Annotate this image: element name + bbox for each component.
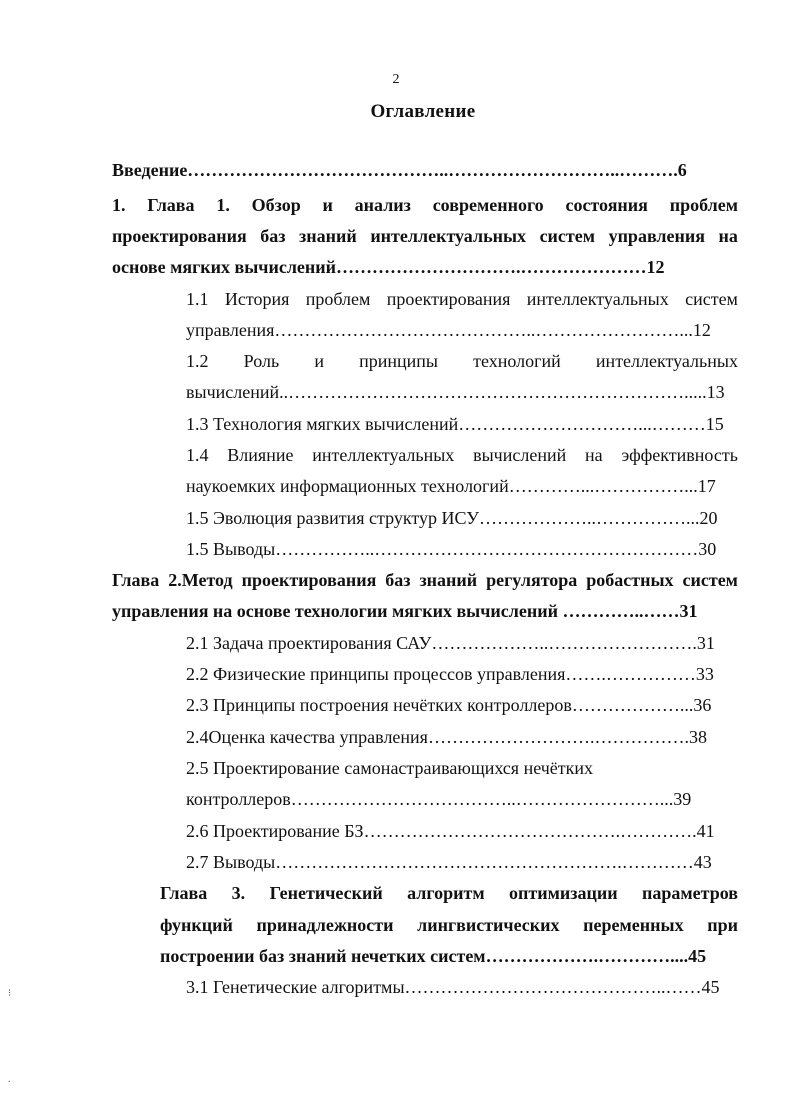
toc-section-2-2: 2.2 Физические принципы процессов управления…….……………33: [186, 664, 714, 684]
toc-chapter-1-line-2: проектирования баз знаний интеллектуальных систем управления на: [112, 226, 738, 246]
toc-chapter-1-line-3: основе мягких вычислений………………………….…………………12: [112, 257, 665, 277]
toc-section-1-4-line-1: 1.4 Влияние интеллектуальных вычислений на эффективность: [186, 445, 738, 465]
toc-section-1-2-line-2: вычислений..………………………………………………………….....13: [186, 382, 725, 402]
toc-section-2-4: 2.4Оценка качества управления……………………….…………….38: [186, 727, 707, 747]
toc-section-1-2-line-1: 1.2 Роль и принципы технологий интеллектуальных: [186, 351, 738, 371]
toc-intro: Введение……………………………………..………………………..……….6: [112, 160, 687, 180]
toc-section-1-1-line-1: 1.1 История проблем проектирования интеллектуальных систем: [186, 289, 738, 309]
toc-section-2-3: 2.3 Принципы построения нечётких контроллеров………………...36: [186, 695, 712, 715]
toc-section-1-3: 1.3 Технология мягких вычислений…………………………...………15: [186, 414, 724, 434]
toc-section-3-1: 3.1 Генетические алгоритмы……………………………………..……45: [186, 977, 720, 997]
toc-section-1-6: 1.5 Выводы……………..………………………………………………30: [186, 539, 717, 559]
toc-section-1-4-line-2: наукоемких информационных технологий…………...……………...17: [186, 476, 716, 496]
toc-chapter-3-line-1: Глава 3. Генетический алгоритм оптимизации параметров: [160, 883, 738, 903]
page-number: 2: [392, 72, 400, 87]
toc-chapter-1-line-1: 1. Глава 1. Обзор и анализ современного состояния проблем: [112, 195, 738, 215]
toc-section-2-5-line-2: контроллеров………………………………..……………………...39: [186, 789, 692, 809]
page-title: Оглавление: [370, 101, 476, 122]
toc-chapter-3-line-2: функций принадлежности лингвистических переменных при: [160, 915, 738, 935]
toc-section-2-1: 2.1 Задача проектирования САУ………………..…………………….31: [186, 633, 715, 653]
toc-section-1-1-line-2: управления……………………………………..……………………...12: [186, 320, 711, 340]
toc-section-2-5-line-1: 2.5 Проектирование самонастраивающихся нечётких: [186, 758, 594, 778]
scan-margin-mark: ⁝: [8, 988, 12, 999]
scan-margin-dot: .: [8, 1074, 11, 1085]
toc-section-2-6: 2.6 Проектирование БЗ…………………………………….………….41: [186, 821, 715, 841]
toc-section-1-5: 1.5 Эволюция развития структур ИСУ………………..……………...20: [186, 508, 718, 528]
toc-chapter-2-line-1: Глава 2.Метод проектирования баз знаний регулятора робастных систем: [112, 570, 738, 590]
toc-chapter-2-line-2: управления на основе технологии мягких вычислений …………..……31: [112, 601, 698, 621]
toc-chapter-3-line-3: построении баз знаний нечетких систем……………….…………....45: [160, 946, 707, 966]
toc-section-2-7: 2.7 Выводы………………………………………………….…………43: [186, 852, 712, 872]
